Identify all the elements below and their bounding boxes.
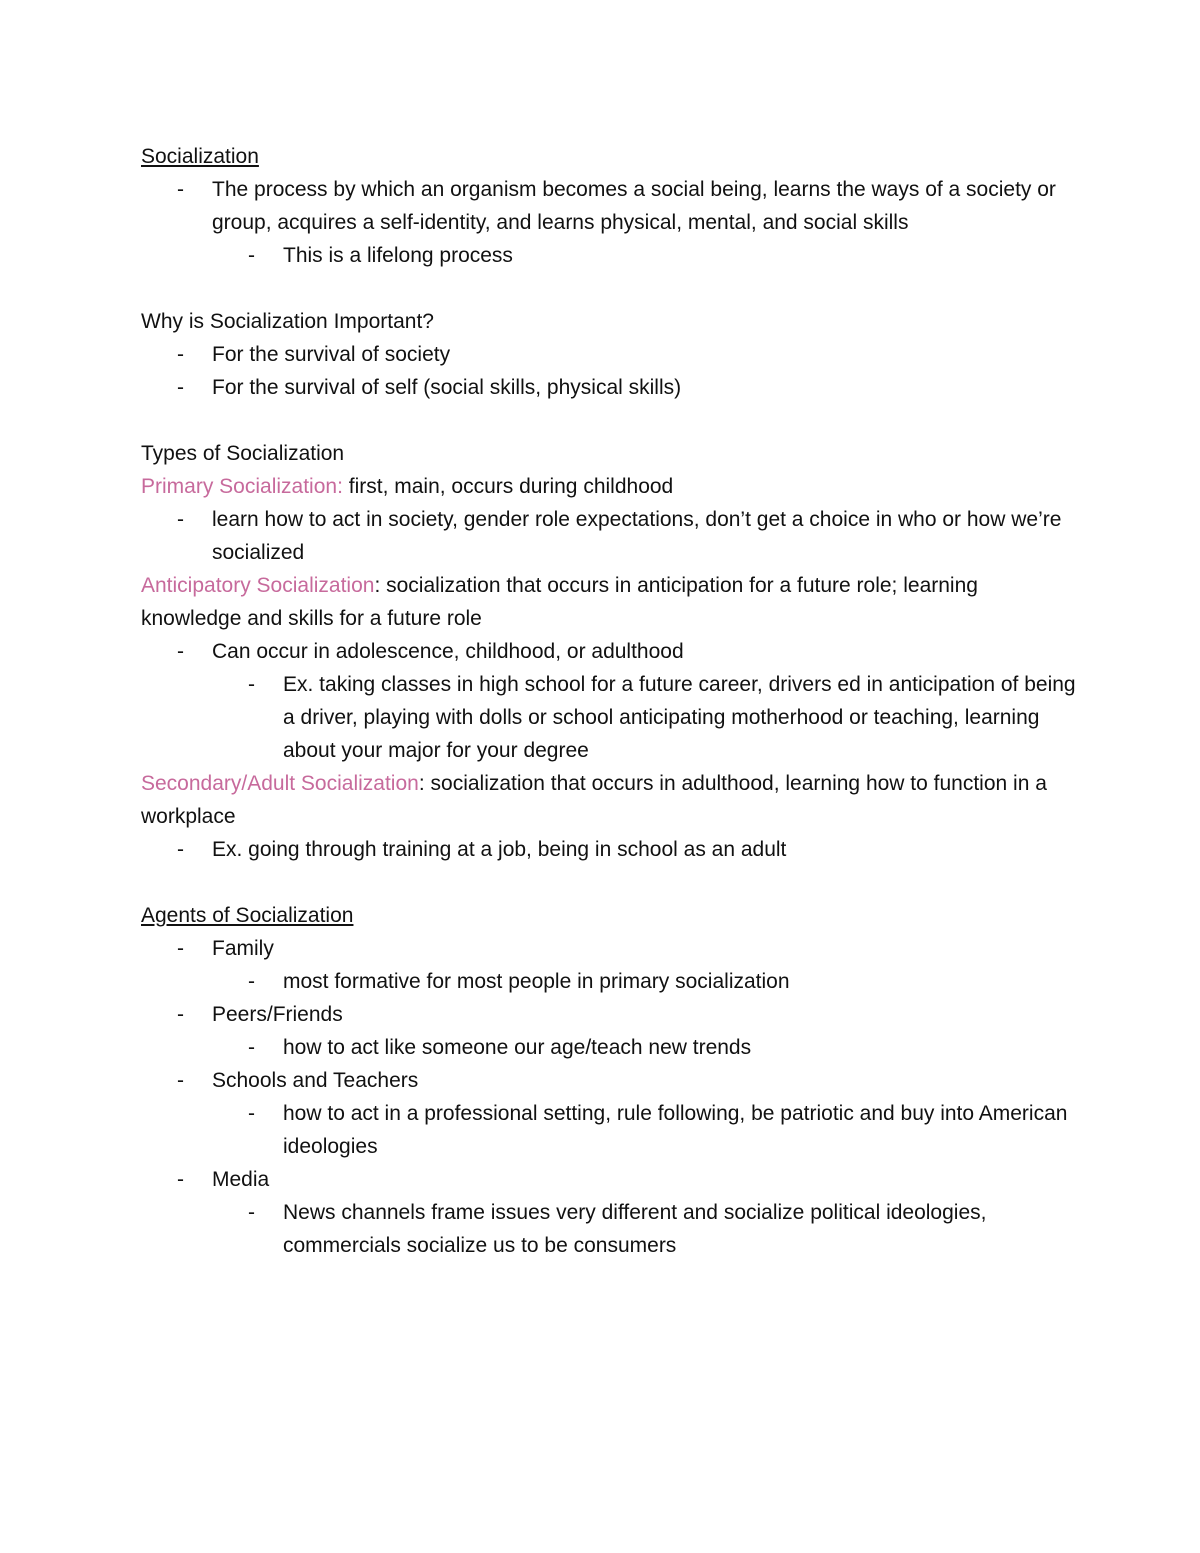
definition-text: : socialization that occurs in adulthood, learning how to function in a workplace [141,772,1047,828]
list-item [141,965,1081,998]
bullet-dash: - [248,673,255,696]
list-item [141,668,1081,767]
bullet-dash: - [177,838,184,861]
term-primary: Primary Socialization: [141,475,343,498]
list-item-text: most formative for most people in primary socialization [283,970,790,993]
primary-socialization-definition [141,470,1081,503]
bullet-dash: - [177,1069,184,1092]
spacer [141,272,1081,305]
anticipatory-socialization-definition [141,569,1081,635]
list-item-text: how to act like someone our age/teach new trends [283,1036,752,1059]
heading-why-important: Why is Socialization Important? [141,310,434,333]
list-item [141,1064,1081,1097]
bullet-dash: - [177,640,184,663]
heading-socialization: Socialization [141,145,259,168]
list-item [141,1097,1081,1163]
list-item-text: Ex. going through training at a job, being in school as an adult [212,838,787,861]
list-item [141,833,1081,866]
list-item-text: For the survival of society [212,343,451,366]
bullet-dash: - [177,178,184,201]
bullet-dash: - [177,376,184,399]
bullet-dash: - [248,1036,255,1059]
list-item-text: how to act in a professional setting, rule following, be patriotic and buy into American ideologies [283,1102,1068,1158]
bullet-dash: - [177,1003,184,1026]
list-item [141,1196,1081,1262]
list-item-text: This is a lifelong process [283,244,513,267]
list-item [141,338,1081,371]
list-item [141,1163,1081,1196]
list-item [141,635,1081,668]
bullet-dash: - [177,343,184,366]
spacer [141,404,1081,437]
heading-agents: Agents of Socialization [141,904,354,927]
definition-text: first, main, occurs during childhood [342,475,674,498]
list-item-text: For the survival of self (social skills, physical skills) [212,376,682,399]
bullet-dash: - [177,508,184,531]
bullet-dash: - [248,1102,255,1125]
spacer [141,866,1081,899]
list-item-text: Ex. taking classes in high school for a future career, drivers ed in anticipation of being a driver, playing with dolls or school anticipating motherhood or teaching, learning about your major for your degree [283,673,1076,762]
bullet-dash: - [248,970,255,993]
term-anticipatory: Anticipatory Socialization [141,574,375,597]
list-item-text: Schools and Teachers [212,1069,419,1092]
secondary-socialization-definition [141,767,1081,833]
list-item [141,998,1081,1031]
list-item [141,371,1081,404]
list-item-text: News channels frame issues very different and socialize political ideologies, commercials socialize us to be consumers [283,1201,987,1257]
list-item-text: Media [212,1168,270,1191]
list-item-text: Peers/Friends [212,1003,343,1026]
list-item-text: learn how to act in society, gender role expectations, don’t get a choice in who or how we’re socialized [212,508,1062,564]
bullet-dash: - [248,244,255,267]
list-item [141,932,1081,965]
heading-types: Types of Socialization [141,442,345,465]
list-item-text: The process by which an organism becomes a social being, learns the ways of a society or group, acquires a self-identity, and learns physical, mental, and social skills [212,178,1056,234]
document-body [141,140,1081,1262]
list-item [141,239,1081,272]
list-item-text: Family [212,937,274,960]
bullet-dash: - [248,1201,255,1224]
bullet-dash: - [177,1168,184,1191]
list-item [141,173,1081,239]
list-item [141,1031,1081,1064]
definition-text: : socialization that occurs in anticipation for a future role; learning knowledge and skills for a future role [141,574,978,630]
bullet-dash: - [177,937,184,960]
list-item [141,503,1081,569]
list-item-text: Can occur in adolescence, childhood, or adulthood [212,640,684,663]
term-secondary: Secondary/Adult Socialization [141,772,419,795]
